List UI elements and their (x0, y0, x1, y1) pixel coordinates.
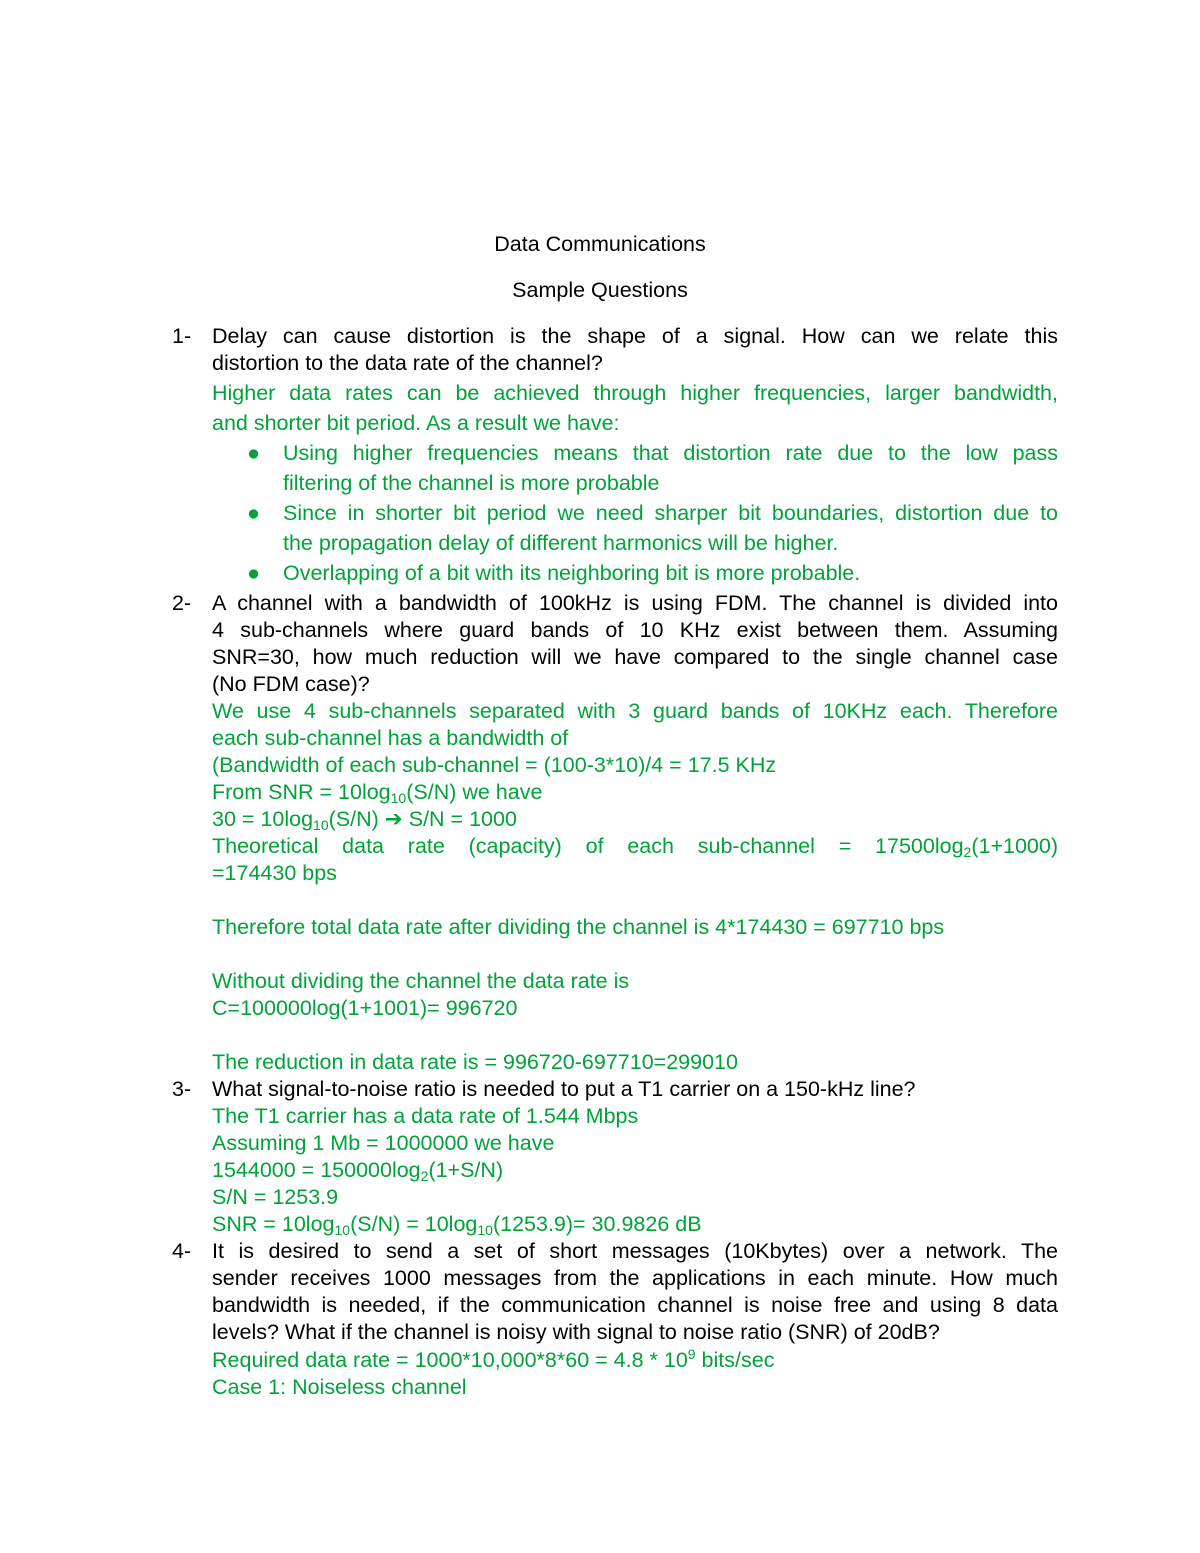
answer-2-text-line: each sub-channel has a bandwidth of (212, 726, 569, 750)
answer-3-snr-result: SNR = $10\log_{10}(S/N) = 10\log_{10}(1253.9)= 30.9826$ dB (212, 1212, 702, 1238)
question-4-text-line: levels? What if the channel is noisy with signal to noise ratio (SNR) of 20dB? (212, 1320, 940, 1344)
question-2-number: 2- (172, 591, 192, 615)
answer-1-bullet-line: the propagation delay of different harmonics will be higher. (283, 531, 839, 555)
question-3-text: What signal-to-noise ratio is needed to put a T1 carrier on a 150-kHz line? (212, 1077, 916, 1101)
answer-2-text-line: We use 4 sub-channels separated with 3 guard bands of 10KHz each. Therefore (212, 699, 1058, 723)
question-1-text-line: distortion to the data rate of the channel? (212, 351, 603, 375)
question-2-text-line: A channel with a bandwidth of 100kHz is using FDM. The channel is divided into (212, 591, 1058, 615)
question-1-number: 1- (172, 324, 192, 348)
question-4-text-line: It is desired to send a set of short messages (10Kbytes) over a network. The (212, 1239, 1058, 1263)
answer-2-capacity-line: Theoretical data rate (capacity) of each sub-channel = $17500\log_2(1+1000)$ (212, 834, 1058, 860)
answer-3-line: The T1 carrier has a data rate of 1.544 Mbps (212, 1104, 639, 1128)
answer-2-snr-formula: From SNR = $10\log_{10}(S/N)$ we have (212, 780, 543, 806)
answer-2-total-rate: Therefore total data rate after dividing the channel is 4*174430 = 697710 bps (212, 915, 945, 939)
answer-4-required-rate: Required data rate = $1000*10,000*8*60 = 4.8 * 10^9$ bits/sec (212, 1346, 775, 1372)
answer-1-text-line: and shorter bit period. As a result we have: (212, 411, 620, 435)
answer-1-bullet-line: Using higher frequencies means that distortion rate due to the low pass (283, 441, 1058, 465)
document-subtitle: Sample Questions (512, 278, 688, 302)
answer-3-line: Assuming 1 Mb = 1000000 we have (212, 1131, 555, 1155)
answer-2-text-line: (Bandwidth of each sub-channel = (100-3*10)/4 = 17.5 KHz (212, 753, 777, 777)
question-4-text-line: bandwidth is needed, if the communication channel is noise free and using 8 data (212, 1293, 1058, 1317)
arrow-right-icon: ➔ (384, 807, 403, 831)
bullet-icon: ● (247, 501, 260, 525)
answer-1-bullet-line: filtering of the channel is more probable (283, 471, 660, 495)
answer-2-sn-equation: $30 = 10\log_{10}(S/N)$ ➔ S/N = 1000 (212, 807, 517, 833)
answer-1-text-line: Higher data rates can be achieved through higher frequencies, larger bandwidth, (212, 381, 1058, 405)
answer-1-bullet-line: Since in shorter bit period we need sharper bit boundaries, distortion due to (283, 501, 1058, 525)
question-4-text-line: sender receives 1000 messages from the applications in each minute. How much (212, 1266, 1058, 1290)
bullet-icon: ● (247, 441, 260, 465)
question-1-text-line: Delay can cause distortion is the shape of a signal. How can we relate this (212, 324, 1058, 348)
answer-2-reduction: The reduction in data rate is = 996720-697710=299010 (212, 1050, 738, 1074)
answer-1-bullet-line: Overlapping of a bit with its neighboring bit is more probable. (283, 561, 861, 585)
answer-2-without-dividing: Without dividing the channel the data rate is (212, 969, 630, 993)
question-4-number: 4- (172, 1239, 192, 1263)
question-2-text-line: (No FDM case)? (212, 672, 370, 696)
answer-4-case-1: Case 1: Noiseless channel (212, 1375, 467, 1399)
answer-2-without-formula: C=100000log(1+1001)= 996720 (212, 996, 518, 1020)
answer-2-capacity-result: =174430 bps (212, 861, 337, 885)
answer-3-line: S/N = 1253.9 (212, 1185, 339, 1209)
answer-3-equation: $1544000 = 150000\log_2(1+S/N)$ (212, 1158, 504, 1184)
question-2-text-line: SNR=30, how much reduction will we have compared to the single channel case (212, 645, 1058, 669)
document-title: Data Communications (494, 232, 706, 256)
question-2-text-line: 4 sub-channels where guard bands of 10 KHz exist between them. Assuming (212, 618, 1058, 642)
bullet-icon: ● (247, 561, 260, 585)
question-3-number: 3- (172, 1077, 192, 1101)
